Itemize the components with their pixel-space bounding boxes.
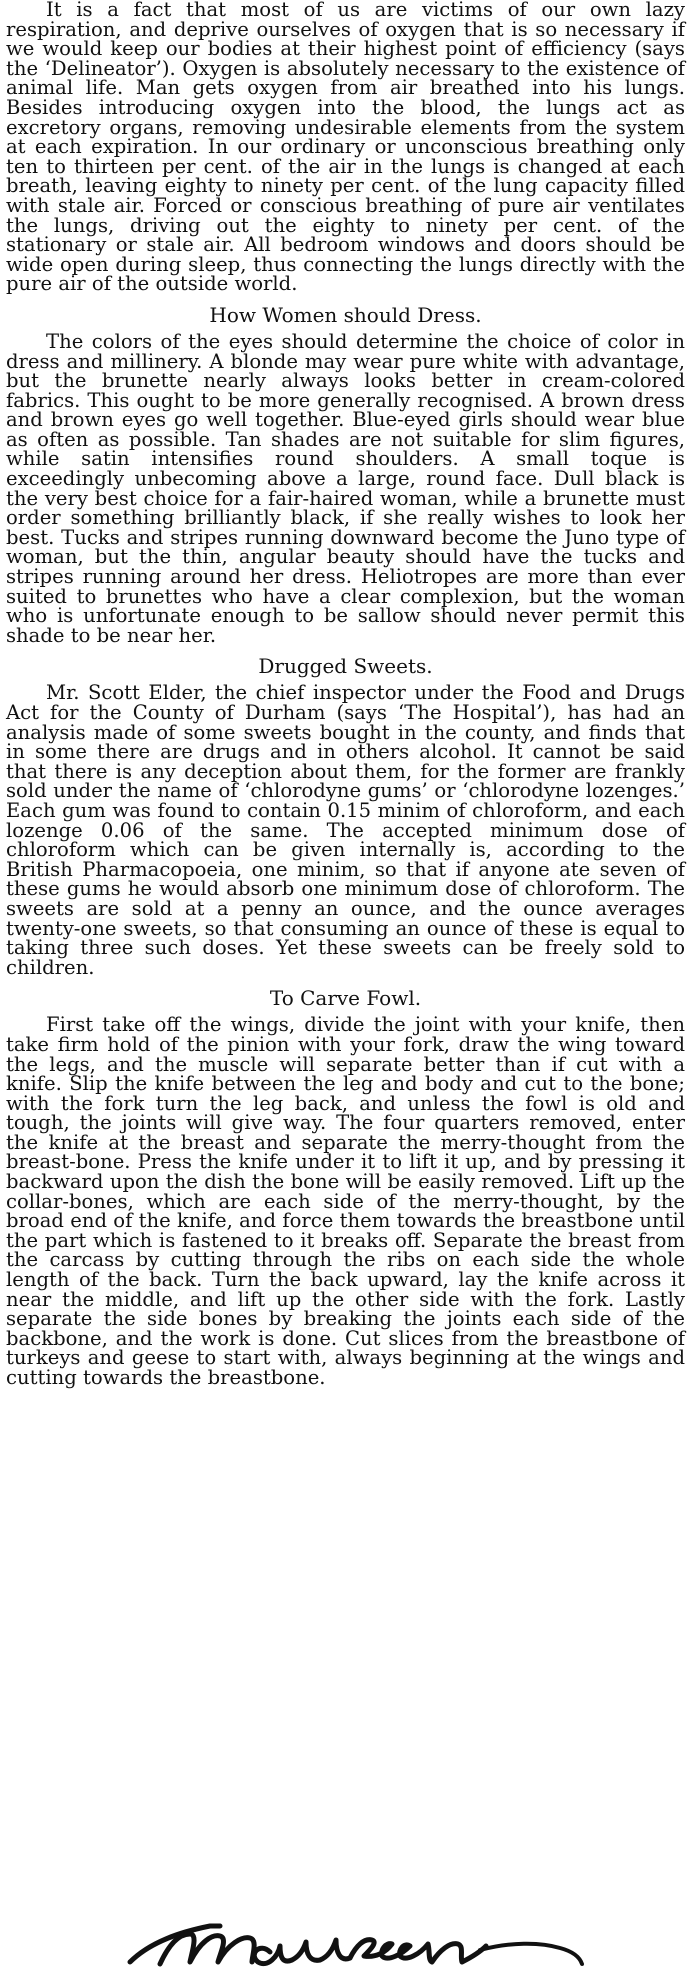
dress-paragraph: The colors of the eyes should determine the choice of color in dress and millinery. A blonde may wear pure white with advantage, but the brunette nearly always looks better in cream-colored fabrics. This ought to be more generally recognised. A brown dress and brown eyes go well together. Blue-eyed girls should wear blue as often as possible. Tan shades are not suitable for slim figures, while satin intensifies round shoulders. A small toque is exceedingly unbecoming above a large, round face. Dull black is the very best choice for a fair-haired woman, while a brunette must order something brilliantly black, if she really wishes to look her best. Tucks and stripes running downward become the Juno type of woman, but the thin, angular beauty should have the tucks and stripes running around her dress. Heliotropes are more than ever suited to brunettes who have a clear complexion, but the woman who is unfortunate enough to be sallow should never permit this shade to be near her. — [6, 329, 685, 647]
sweets-paragraph: Mr. Scott Elder, the chief inspector under the Food and Drugs Act for the County of Durham (says ‘The Hospital’), has had an analysis made of some sweets bought in the county, and finds that in some there are drugs and in others alcohol. It cannot be said that there is any deception about them, for the former are frankly sold under the name of ‘chlorodyne gums’ or ‘chlorodyne lozenges.’ Each gum was found to contain 0.15 minim of chloroform, and each lozenge 0.06 of the same. The accepted minimum dose of chloroform which can be given internally is, according to the British Pharmacopoeia, one minim, so that if anyone ate seven of these gums he would absorb one minimum dose of chloroform. The sweets are sold at a penny an ounce, and the ounce averages twenty-one sweets, so that consuming an ounce of these is equal to taking three such doses. Yet these sweets can be freely sold to children. — [6, 681, 685, 979]
carve-paragraph: First take off the wings, divide the joint with your knife, then take firm hold of the pinion with your fork, draw the wing toward the legs, and the muscle will separate better than if cut with a knife. Slip the knife between the leg and body and cut to the bone; with the fork turn the leg back, and unless the fowl is old and tough, the joints will give way. The four quarters removed, enter the knife at the breast and separate the merry-thought from the breast-bone. Press the knife under it to lift it up, and by pressing it backward upon the dish the bone will be easily removed. Lift up the collar-bones, which are each side of the merry-thought, by the broad end of the knife, and force them towards the breastbone until the part which is fastened to it breaks off. Separate the breast from the carcass by cutting through the ribs on each side the whole length of the back. Turn the back upward, lay the knife across it near the middle, and lift up the other side with the fork. Lastly separate the side bones by breaking the joints each side of the backbone, and the work is done. Cut slices from the breastbone of turkeys and geese to start with, always beginning at the wings and cutting towards the breastbone. — [6, 1013, 685, 1389]
maureen-signature — [120, 1912, 590, 1974]
section-heading-sweets: Drugged Sweets. — [258, 654, 433, 679]
section-heading-carve: To Carve Fowl. — [269, 986, 422, 1011]
section-heading-dress: How Women should Dress. — [209, 302, 482, 327]
respiration-paragraph: It is a fact that most of us are victims of our own lazy respiration, and deprive ourselves of oxygen that is so necessary if we would keep our bodies at their highest point of efficiency (says the ‘Delineator’). Oxygen is absolutely necessary to the existence of animal life. Man gets oxygen from air breathed into his lungs. Besides introducing oxygen into the blood, the lungs act as excretory organs, removing undesirable elements from the system at each expiration. In our ordinary or unconscious breathing only ten to thirteen per cent. of the air in the lungs is changed at each breath, leaving eighty to ninety per cent. of the lung capacity filled with stale air. Forced or conscious breathing of pure air ventilates the lungs, driving out the eighty to ninety per cent. of the stationary or stale air. All bedroom windows and doors should be wide open during sleep, thus connecting the lungs directly with the pure air of the outside world. — [6, 0, 685, 296]
